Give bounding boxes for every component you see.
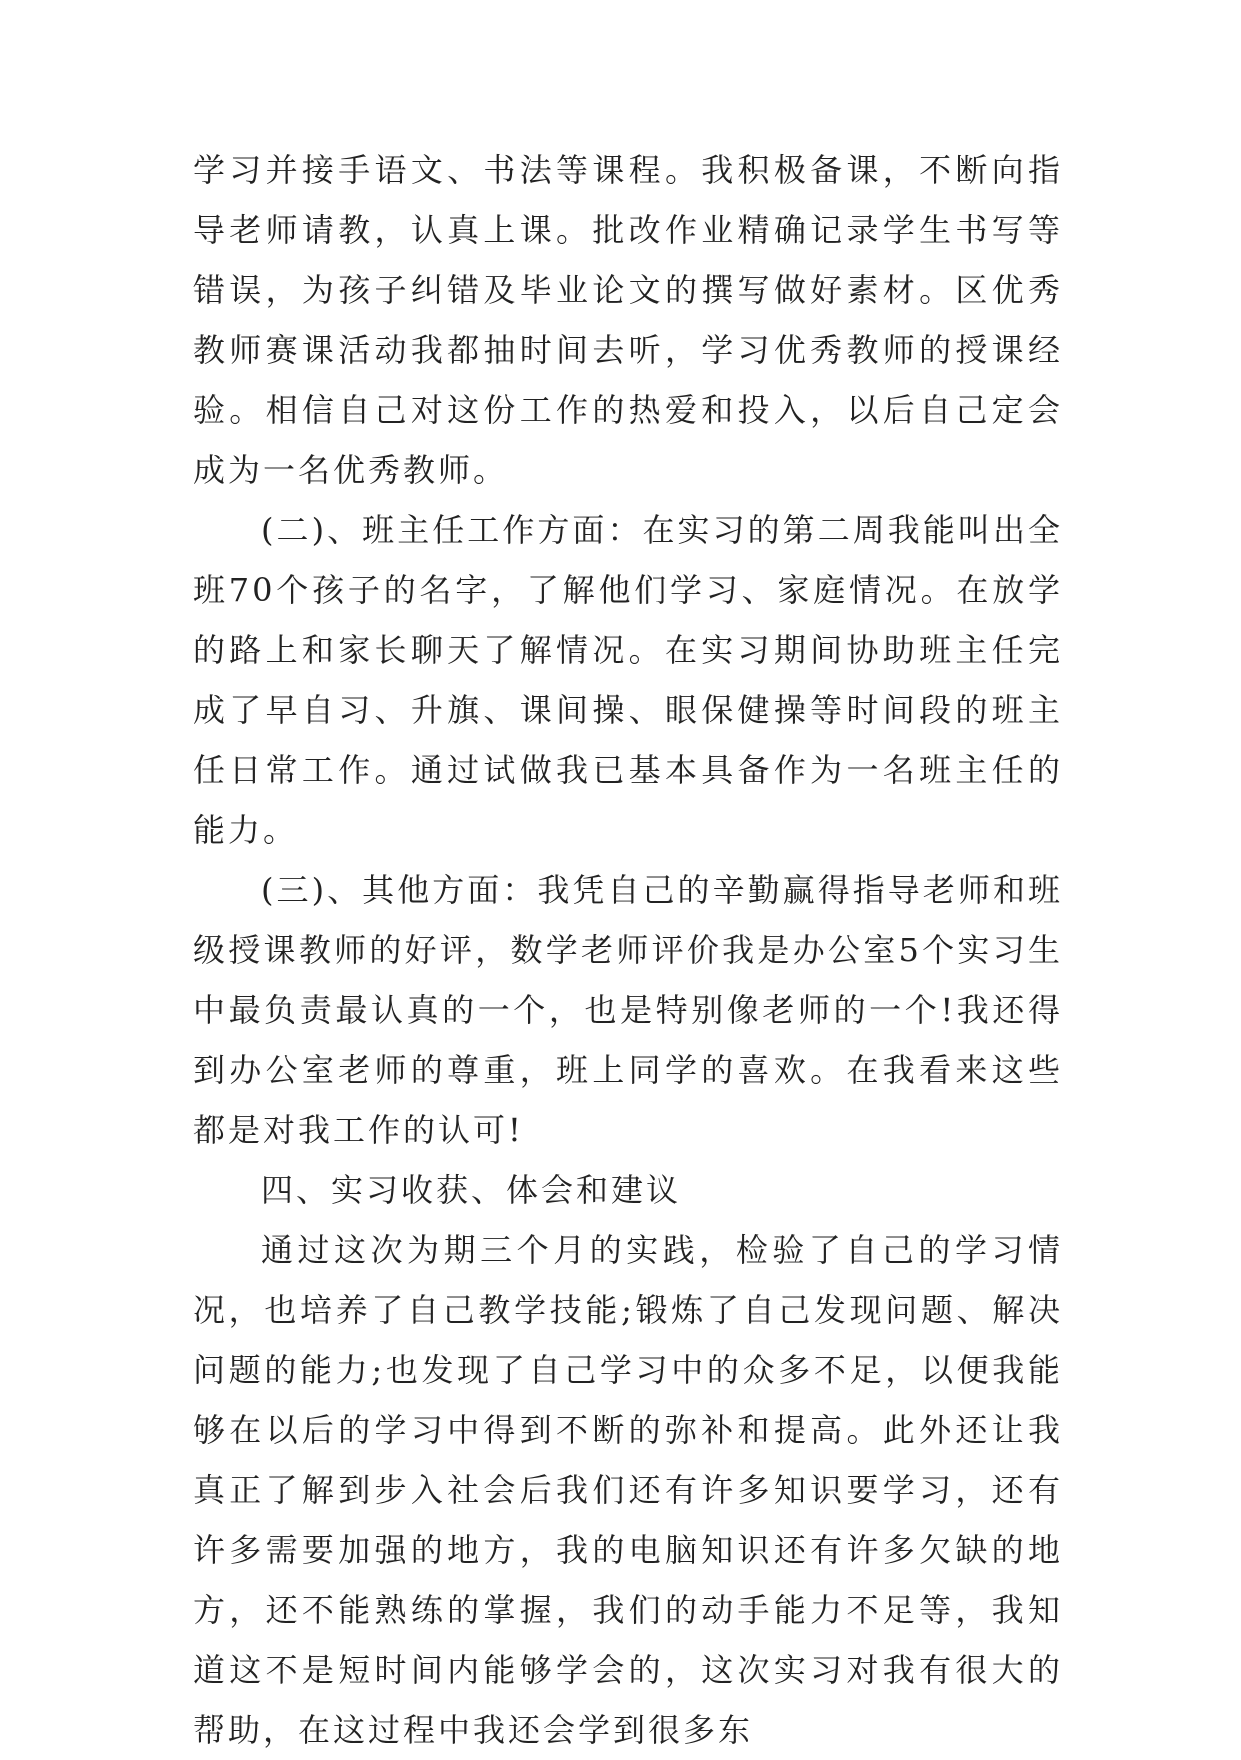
paragraph-head-teacher-work: (二)、班主任工作方面：在实习的第二周我能叫出全班70个孩子的名字，了解他们学习、家庭情况。在放学的路上和家长聊天了解情况。在实习期间协助班主任完成了早自习、升旗、课间操、眼保健操等时间段的班主任日常工作。通过试做我已基本具备作为一名班主任的能力。: [193, 511, 1063, 849]
paragraph-gains-body: 通过这次为期三个月的实践，检验了自己的学习情况，也培养了自己教学技能;锻炼了自己发现问题、解决问题的能力;也发现了自己学习中的众多不足，以便我能够在以后的学习中得到不断的弥补和提高。此外还让我真正了解到步入社会后我们还有许多知识要学习，还有许多需要加强的地方，我的电脑知识还有许多欠缺的地方，还不能熟练的掌握，我们的动手能力不足等，我知道这不是短时间内能够学会的，这次实习对我有很大的帮助，在这过程中我还会学到很多东: [193, 1231, 1063, 1749]
paragraph-other-aspects: (三)、其他方面：我凭自己的辛勤赢得指导老师和班级授课教师的好评，数学老师评价我是办公室5个实习生中最负责最认真的一个，也是特别像老师的一个!我还得到办公室老师的尊重，班上同学的喜欢。在我看来这些都是对我工作的认可!: [193, 871, 1063, 1149]
paragraph-continued: 学习并接手语文、书法等课程。我积极备课，不断向指导老师请教，认真上课。批改作业精确记录学生书写等错误，为孩子纠错及毕业论文的撰写做好素材。区优秀教师赛课活动我都抽时间去听，学习优秀教师的授课经验。相信自己对这份工作的热爱和投入，以后自己定会成为一名优秀教师。: [193, 151, 1063, 489]
section-heading-internship-gains: 四、实习收获、体会和建议: [261, 1171, 682, 1209]
document-body: [193, 140, 1063, 1760]
